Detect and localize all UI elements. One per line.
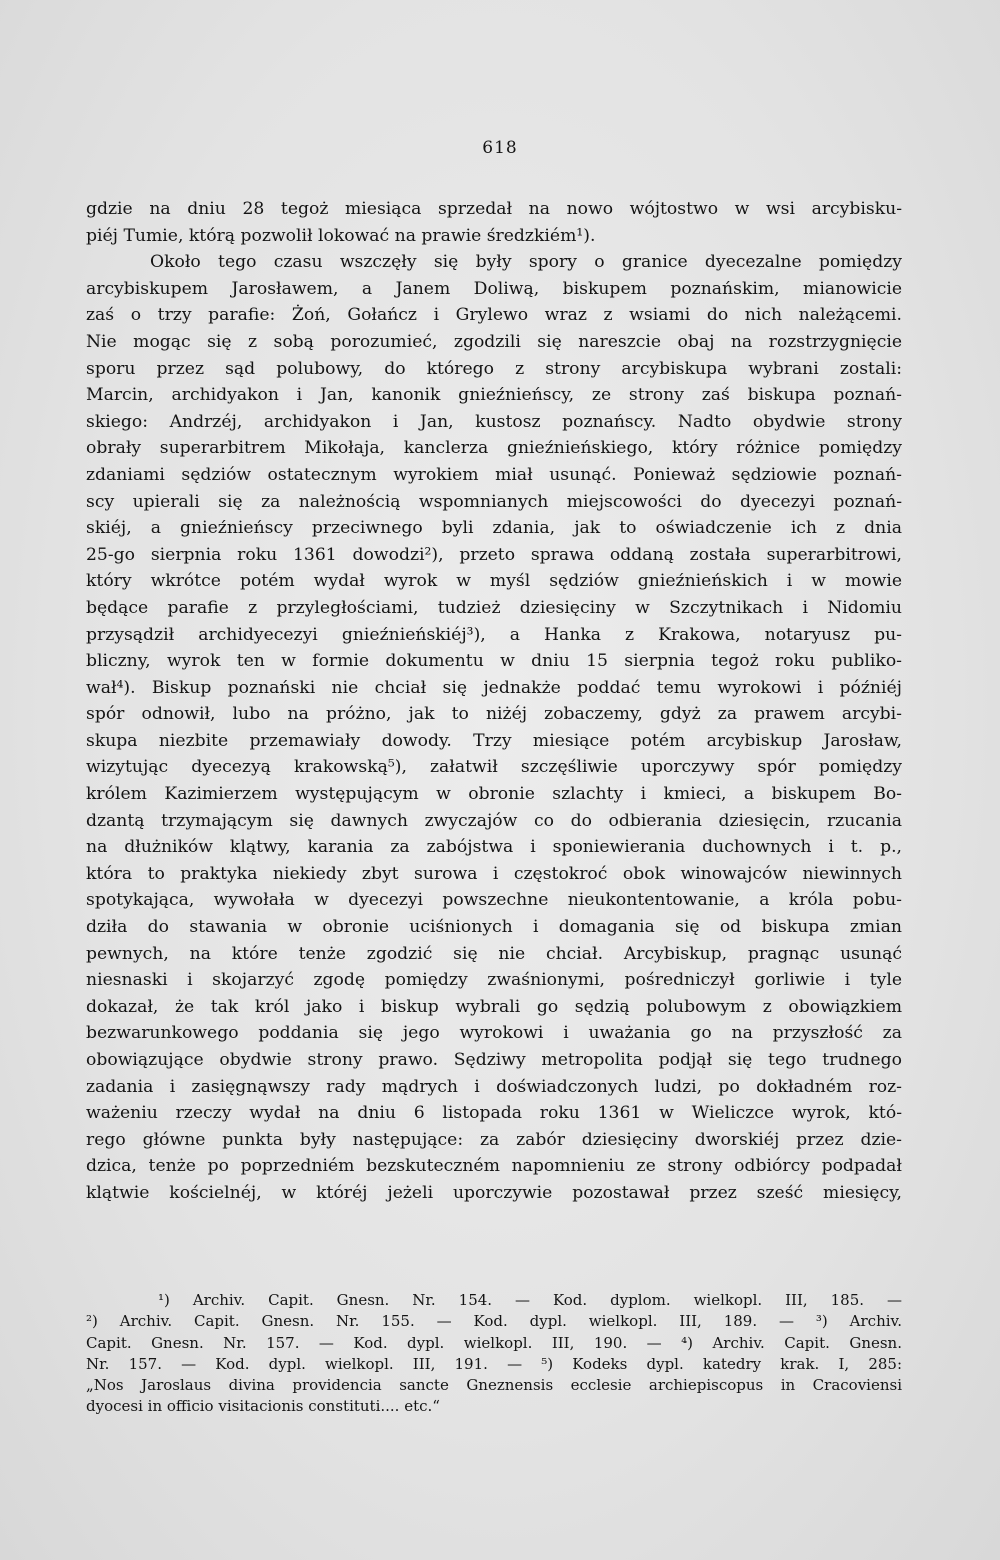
body-line: skupa niezbite przemawiały dowody. Trzy miesiące potém arcybiskup Jarosław,: [86, 730, 902, 751]
page-number: 618: [482, 138, 518, 158]
footnotes: [86, 1290, 902, 1418]
footnote-line: dyocesi in officio visitacionis constituti.... etc.“: [86, 1397, 440, 1416]
body-line: piéj Tumie, którą pozwolił lokować na prawie średzkiém¹).: [86, 225, 596, 246]
body-line: ważeniu rzeczy wydał na dniu 6 listopada roku 1361 w Wieliczce wyrok, któ-: [86, 1103, 902, 1124]
body-line: skiego: Andrzéj, archidyakon i Jan, kustosz poznańscy. Nadto obydwie strony: [86, 411, 902, 432]
body-line: klątwie kościelnéj, w któréj jeżeli uporczywie pozostawał przez sześć miesięcy,: [86, 1182, 902, 1203]
body-line: scy upierali się za należnością wspomnianych miejscowości do dyecezyi poznań-: [86, 491, 902, 512]
body-line: przysądził archidyecezyi gnieźnieńskiéj³), a Hanka z Krakowa, notaryusz pu-: [86, 624, 902, 645]
body-line: która to praktyka niekiedy zbyt surowa i częstokroć obok winowajców niewinnych: [86, 863, 902, 884]
footnote-line: „Nos Jaroslaus divina providencia sancte Gneznensis ecclesie archiepiscopus in Cracoviensi: [86, 1376, 902, 1395]
body-line: Około tego czasu wszczęły się były spory o granice dyecezalne pomiędzy: [150, 252, 902, 273]
body-line: skiéj, a gnieźnieńscy przeciwnego byli zdania, jak to oświadczenie ich z dnia: [86, 518, 902, 539]
body-line: pewnych, na które tenże zgodzić się nie chciał. Arcybiskup, pragnąc usunąć: [86, 943, 902, 964]
body-line: wał⁴). Biskup poznański nie chciał się jednakże poddać temu wyrokowi i późniéj: [86, 677, 902, 698]
body-line: spór odnowił, lubo na próżno, jak to niżéj zobaczemy, gdyż za prawem arcybi-: [86, 704, 902, 725]
body-line: rego główne punkta były następujące: za zabór dziesięciny dworskiéj przez dzie-: [86, 1129, 902, 1150]
body-line: będące parafie z przyległościami, tudzież dziesięciny w Szczytnikach i Nidomiu: [86, 597, 902, 618]
body-line: bliczny, wyrok ten w formie dokumentu w dniu 15 sierpnia tegoż roku publiko-: [86, 651, 902, 672]
body-line: który wkrótce potém wydał wyrok w myśl sędziów gnieźnieńskich i w mowie: [86, 571, 902, 592]
body-line: zdaniami sędziów ostatecznym wyrokiem miał usunąć. Ponieważ sędziowie poznań-: [86, 464, 902, 485]
body-line: Nie mogąc się z sobą porozumieć, zgodzili się nareszcie obaj na rozstrzygnięcie: [86, 331, 902, 352]
body-line: królem Kazimierzem występującym w obronie szlachty i kmieci, a biskupem Bo-: [86, 784, 902, 805]
body-line: spotykająca, wywołała w dyecezyi powszechne nieukontentowanie, a króla pobu-: [86, 890, 902, 911]
body-line: zaś o trzy parafie: Żoń, Gołańcz i Grylewo wraz z wsiami do nich należącemi.: [86, 305, 902, 326]
body-line: dziła do stawania w obronie uciśnionych i domagania się od biskupa zmian: [86, 917, 902, 938]
footnote-line: Nr. 157. — Kod. dypl. wielkopl. III, 191. — ⁵) Kodeks dypl. katedry krak. I, 285:: [86, 1354, 902, 1373]
body-line: wizytując dyecezyą krakowską⁵), załatwił szczęśliwie uporczywy spór pomiędzy: [86, 757, 902, 778]
body-line: bezwarunkowego poddania się jego wyrokowi i uważania go na przyszłość za: [86, 1023, 902, 1044]
body-line: niesnaski i skojarzyć zgodę pomiędzy zwaśnionymi, pośredniczył gorliwie i tyle: [86, 970, 902, 991]
body-line: dokazał, że tak król jako i biskup wybrali go sędzią polubowym z obowiązkiem: [86, 996, 902, 1017]
body-line: 25-go sierpnia roku 1361 dowodzi²), przeto sprawa oddaną została superarbitrowi,: [86, 544, 902, 565]
body-line: obowiązujące obydwie strony prawo. Sędziwy metropolita podjął się tego trudnego: [86, 1050, 902, 1070]
body-line: zadania i zasięgnąwszy rady mądrych i doświadczonych ludzi, po dokładném roz-: [86, 1076, 902, 1097]
footnote-line: Capit. Gnesn. Nr. 157. — Kod. dypl. wielkopl. III, 190. — ⁴) Archiv. Capit. Gnesn.: [86, 1333, 902, 1352]
body-line: sporu przez sąd polubowy, do którego z strony arcybiskupa wybrani zostali:: [86, 358, 902, 379]
footnote-line: ²) Archiv. Capit. Gnesn. Nr. 155. — Kod. dypl. wielkopl. III, 189. — ³) Archiv.: [86, 1312, 902, 1331]
body-text: [86, 196, 902, 1207]
body-line: Marcin, archidyakon i Jan, kanonik gnieźnieńscy, ze strony zaś biskupa poznań-: [86, 385, 902, 406]
body-line: dzantą trzymającym się dawnych zwyczajów co do odbierania dziesięcin, rzucania: [86, 810, 902, 831]
body-line: gdzie na dniu 28 tegoż miesiąca sprzedał na nowo wójtostwo w wsi arcybisku-: [86, 199, 902, 219]
body-line: na dłużników klątwy, karania za zabójstwa i sponiewierania duchownych i t. p.,: [86, 837, 902, 858]
body-line: dzica, tenże po poprzedniém bezskuteczném napomnieniu ze strony odbiórcy podpadał: [86, 1156, 902, 1177]
body-line: arcybiskupem Jarosławem, a Janem Doliwą, biskupem poznańskim, mianowicie: [86, 278, 902, 299]
body-line: obrały superarbitrem Mikołaja, kanclerza gnieźnieńskiego, który różnice pomiędzy: [86, 438, 902, 459]
footnote-line: ¹) Archiv. Capit. Gnesn. Nr. 154. — Kod. dyplom. wielkopl. III, 185. —: [158, 1291, 902, 1309]
